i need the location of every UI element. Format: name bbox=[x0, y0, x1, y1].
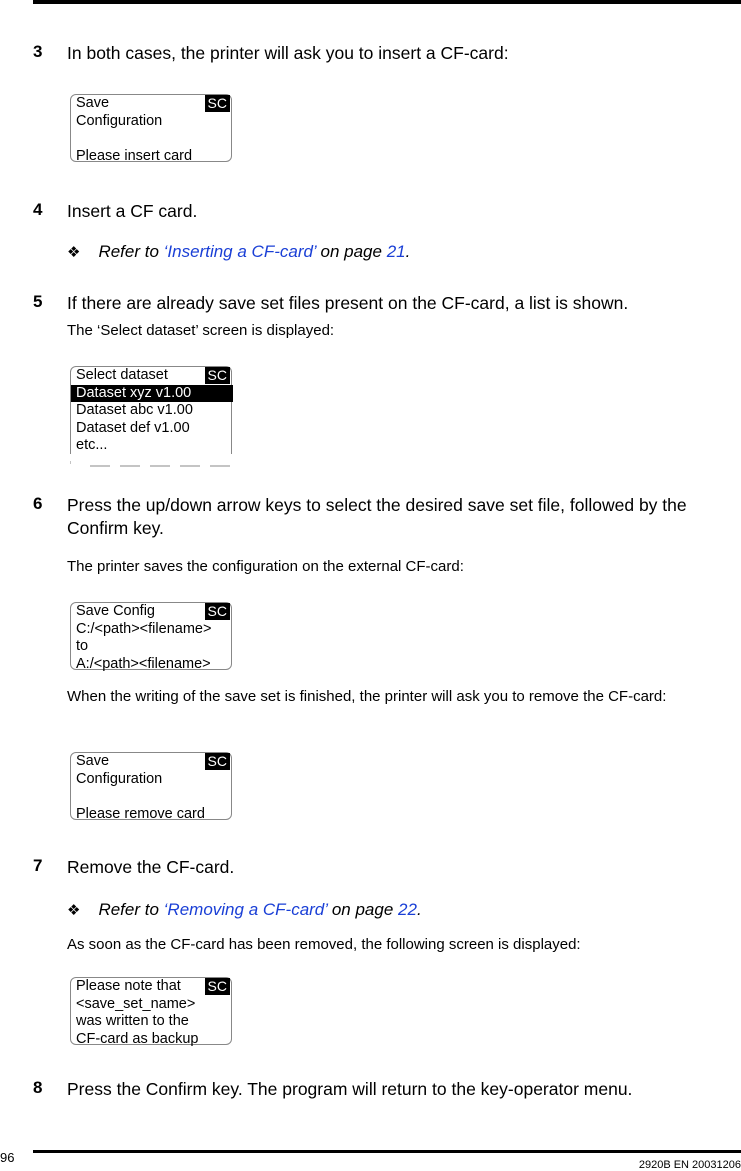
ref-page-link[interactable]: 21 bbox=[386, 242, 406, 261]
ref-prefix: Refer to bbox=[98, 900, 164, 919]
sc-badge: SC bbox=[205, 95, 230, 112]
lcd-backup-written bbox=[70, 977, 232, 1045]
step-number: 7 bbox=[33, 856, 43, 875]
ref-link[interactable]: ‘Removing a CF-card’ bbox=[163, 900, 328, 919]
lcd-line: to bbox=[76, 638, 89, 654]
step-text: If there are already save set files present on the CF-card, a list is shown. bbox=[67, 293, 629, 313]
step-number: 8 bbox=[33, 1078, 43, 1097]
diamond-icon: ❖ bbox=[67, 902, 81, 919]
lcd-line bbox=[76, 130, 231, 148]
step-text: In both cases, the printer will ask you to insert a CF-card: bbox=[67, 43, 509, 63]
ref-prefix: Refer to bbox=[98, 242, 164, 261]
lcd-line: C:/<path><filename> bbox=[76, 620, 212, 637]
lcd-line: <save_set_name> bbox=[76, 995, 196, 1012]
lcd-selected-line: Dataset xyz v1.00 bbox=[71, 385, 233, 403]
lcd-line: etc... bbox=[76, 437, 108, 453]
paragraph: When the writing of the save set is finished, the printer will ask you to remove the CF-card: bbox=[67, 688, 667, 705]
lcd-line: A:/<path><filename> bbox=[76, 655, 211, 672]
paragraph: As soon as the CF-card has been removed, the following screen is displayed: bbox=[67, 936, 581, 953]
ref-end: . bbox=[416, 900, 422, 919]
lcd-line: Please remove card bbox=[76, 805, 205, 822]
ref-link[interactable]: ‘Inserting a CF-card’ bbox=[163, 242, 316, 261]
page-number: 96 bbox=[0, 1150, 15, 1165]
lcd-line: Save bbox=[76, 95, 110, 111]
paragraph: The ‘Select dataset’ screen is displayed: bbox=[67, 322, 335, 339]
ref-page-link[interactable]: 22 bbox=[398, 900, 417, 919]
lcd-line: Please insert card bbox=[76, 147, 193, 164]
lcd-line bbox=[76, 788, 231, 806]
lcd-line: Configuration bbox=[76, 112, 163, 129]
ref-mid: on page bbox=[327, 900, 399, 919]
reference-line bbox=[67, 900, 422, 920]
lcd-line: Save Config bbox=[76, 603, 155, 619]
lcd-select-dataset bbox=[70, 366, 232, 454]
bottom-rule bbox=[33, 1150, 741, 1153]
diamond-icon: ❖ bbox=[67, 244, 81, 261]
step-number: 4 bbox=[33, 200, 43, 219]
step-text: Press the up/down arrow keys to select the desired save set file, followed by the Confirm key. bbox=[67, 495, 687, 538]
sc-badge: SC bbox=[205, 753, 230, 770]
lcd-line: Please note that bbox=[76, 978, 181, 994]
lcd-insert-card bbox=[70, 94, 232, 162]
step-text: Press the Confirm key. The program will return to the key-operator menu. bbox=[67, 1079, 633, 1099]
lcd-line: was written to the bbox=[76, 1013, 189, 1029]
step-number: 3 bbox=[33, 42, 43, 61]
ref-end: . bbox=[405, 242, 411, 261]
lcd-scroll-dashes bbox=[70, 460, 232, 468]
lcd-line: Dataset def v1.00 bbox=[76, 419, 190, 436]
sc-badge: SC bbox=[205, 367, 230, 384]
step-number: 6 bbox=[33, 494, 43, 513]
lcd-remove-card bbox=[70, 752, 232, 820]
top-rule bbox=[33, 0, 741, 4]
lcd-line: CF-card as backup bbox=[76, 1030, 199, 1047]
lcd-saving-config bbox=[70, 602, 232, 670]
lcd-line: Dataset abc v1.00 bbox=[76, 402, 193, 418]
ref-mid: on page bbox=[315, 242, 387, 261]
reference-line bbox=[67, 242, 410, 262]
step-text: Insert a CF card. bbox=[67, 201, 198, 221]
step-text: Remove the CF-card. bbox=[67, 857, 235, 877]
document-id: 2920B EN 20031206 bbox=[638, 1159, 741, 1171]
lcd-line: Configuration bbox=[76, 770, 163, 787]
sc-badge: SC bbox=[205, 978, 230, 995]
step-number: 5 bbox=[33, 292, 43, 311]
paragraph: The printer saves the configuration on the external CF-card: bbox=[67, 558, 464, 575]
lcd-line: Select dataset bbox=[76, 367, 168, 383]
sc-badge: SC bbox=[205, 603, 230, 620]
lcd-line: Save bbox=[76, 753, 110, 769]
